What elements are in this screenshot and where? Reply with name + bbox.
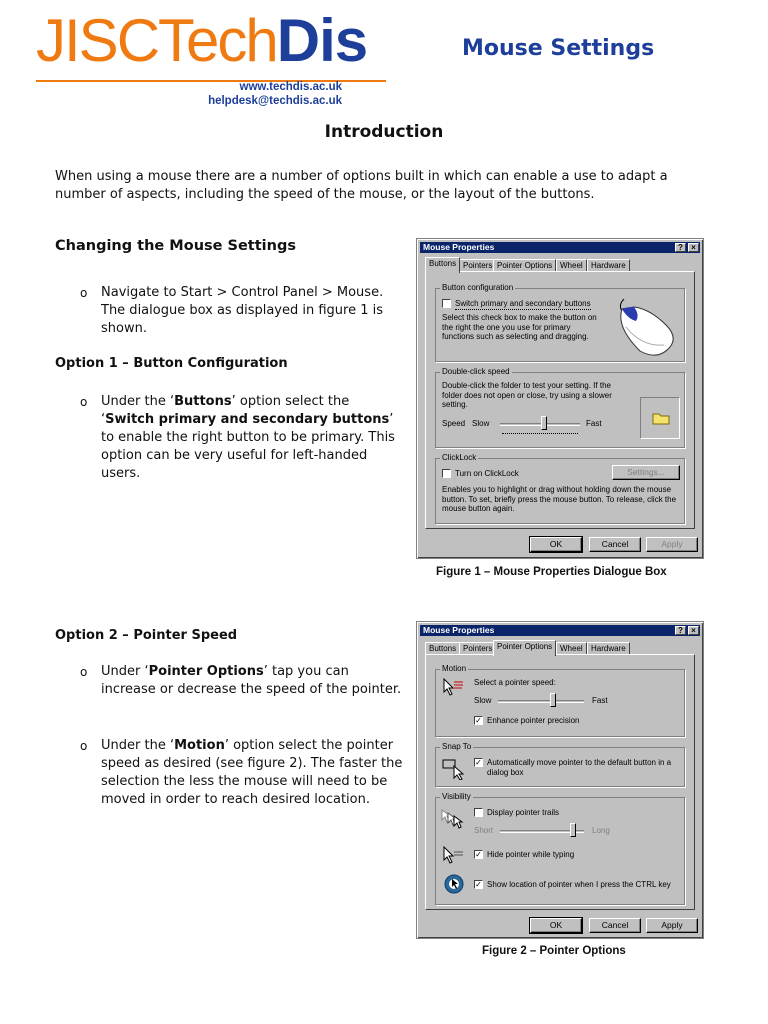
nav-bullet-text: Navigate to Start > Control Panel > Mouse. The dialogue box as displayed in figure 1 is shown. [101, 285, 384, 336]
group-label: ClickLock [442, 453, 477, 462]
switch-buttons-term: Switch primary and secondary buttons [105, 412, 390, 427]
tab-buttons[interactable]: Buttons [425, 642, 460, 655]
document-title: Mouse Settings [462, 36, 655, 61]
ctrl-locate-label: Show location of pointer when I press the CTRL key [487, 880, 671, 889]
option2-bullet-1 [80, 663, 410, 719]
figure1-mouse-properties-dialog [416, 238, 704, 559]
switch-buttons-label: Switch primary and secondary buttons [455, 299, 591, 308]
close-button[interactable]: × [688, 243, 699, 252]
tab-wheel[interactable]: Wheel [556, 259, 587, 272]
text-run: ’ to enable the right button to be primary. This option can be very useful for left-handed users. [101, 412, 395, 481]
mouse-icon [614, 297, 680, 359]
pointer-speed-slider-thumb[interactable] [550, 693, 556, 707]
dialog-title: Mouse Properties [423, 625, 495, 635]
clicklock-description: Enables you to highlight or drag without holding down the mouse button. To set, briefly press the mouse button. To release, click the mouse button again. [442, 485, 677, 513]
tab-pointer-options[interactable]: Pointer Options [493, 259, 556, 272]
fast-label: Fast [592, 696, 608, 705]
double-click-slider-thumb[interactable] [541, 416, 547, 430]
close-button[interactable]: × [688, 626, 699, 635]
tab-hardware[interactable]: Hardware [587, 259, 630, 272]
enhance-precision-label: Enhance pointer precision [487, 716, 580, 725]
pointer-speed-icon [442, 678, 464, 696]
option2-bullet-2-text [101, 737, 406, 809]
pointer-options-term: Pointer Options [148, 664, 264, 679]
snap-to-checkbox[interactable]: ✓ [475, 758, 482, 767]
clicklock-settings-button[interactable]: Settings... [612, 465, 680, 480]
tab-panel [425, 271, 695, 529]
clicklock-label: Turn on ClickLock [455, 469, 519, 478]
clicklock-group [435, 453, 685, 524]
intro-paragraph: When using a mouse there are a number of options built in which can enable a use to adapt a number of aspects, including the speed of the mouse, or the layout of the buttons. [55, 169, 668, 202]
buttons-term: Buttons [174, 394, 232, 409]
website-link[interactable]: www.techdis.ac.uk [239, 81, 342, 93]
text-run: Under ‘ [101, 664, 149, 679]
text-run: ’ option select the pointer speed as desired (see figure 2). The faster the selection the less the mouse will need to be moved in order to reach desired location. [101, 738, 403, 807]
bullet-marker: o [80, 286, 88, 300]
option2-heading: Option 2 – Pointer Speed [55, 628, 238, 643]
hide-pointer-label: Hide pointer while typing [487, 850, 575, 859]
bullet-marker: o [80, 395, 88, 409]
intro-heading: Introduction [324, 122, 444, 142]
tab-pointer-options[interactable]: Pointer Options [493, 640, 556, 656]
logo-text [36, 7, 368, 74]
pointer-trails-icon [440, 808, 466, 830]
help-button[interactable]: ? [675, 626, 686, 635]
group-label: Visibility [442, 792, 471, 801]
ctrl-locate-checkbox[interactable]: ✓ [475, 880, 482, 889]
slow-label: Slow [474, 696, 492, 705]
long-label: Long [592, 826, 610, 835]
short-label: Short [474, 826, 494, 835]
slider-ticks [502, 433, 578, 436]
snap-to-icon [442, 756, 464, 780]
figure1-caption: Figure 1 – Mouse Properties Dialogue Box [436, 566, 667, 578]
pointer-trails-label: Display pointer trails [487, 808, 560, 817]
group-label: Motion [442, 664, 467, 673]
help-button[interactable]: ? [675, 243, 686, 252]
option1-bullet-text [101, 393, 406, 483]
test-folder-area[interactable] [640, 397, 680, 439]
techdis-logo [36, 7, 368, 74]
tab-buttons[interactable]: Buttons [425, 257, 460, 273]
option1-heading: Option 1 – Button Configuration [55, 356, 288, 371]
double-click-description: Double-click the folder to test your setting. If the folder does not open or close, try using a slower setting. [442, 381, 612, 409]
bullet-marker: o [80, 665, 88, 679]
trails-slider-thumb[interactable] [570, 823, 576, 837]
snap-to-group [435, 742, 685, 787]
ctrl-locate-icon [444, 874, 464, 894]
motion-group [435, 664, 685, 737]
group-label: Snap To [442, 742, 472, 751]
apply-button[interactable]: Apply [646, 537, 698, 552]
group-label: Double-click speed [442, 367, 510, 376]
figure2-caption: Figure 2 – Pointer Options [482, 945, 626, 957]
text-run: ’ option select the ‘ [101, 394, 350, 427]
apply-button[interactable]: Apply [646, 918, 698, 933]
figure2-pointer-options-dialog [416, 621, 704, 939]
text-run: Under the ‘ [101, 394, 175, 409]
hide-pointer-checkbox[interactable]: ✓ [475, 850, 482, 859]
pointer-trails-checkbox[interactable] [474, 808, 483, 817]
nav-bullet [80, 284, 410, 340]
ok-button[interactable]: OK [530, 537, 582, 552]
cancel-button[interactable]: Cancel [589, 537, 641, 552]
select-speed-label: Select a pointer speed: [474, 678, 556, 687]
logo-suffix: Dis [276, 7, 368, 74]
cancel-button[interactable]: Cancel [589, 918, 641, 933]
switch-buttons-checkbox[interactable] [442, 299, 451, 308]
switch-buttons-description: Select this check box to make the button on the right the one you use for primary functions such as selecting and dragging. [442, 313, 597, 341]
enhance-precision-checkbox[interactable]: ✓ [475, 716, 482, 725]
speed-label: Speed [442, 419, 466, 428]
logo-prefix: JISCTech [36, 7, 277, 74]
option2-bullet-2 [80, 737, 410, 829]
snap-to-label: Automatically move pointer to the default button in a dialog box [487, 758, 672, 777]
dialog-title: Mouse Properties [423, 242, 495, 252]
option1-bullet [80, 393, 410, 485]
helpdesk-email-link[interactable]: helpdesk@techdis.ac.uk [208, 95, 342, 107]
dialog-titlebar [420, 625, 700, 636]
group-label: Button configuration [442, 283, 514, 292]
hide-pointer-icon [442, 846, 464, 864]
contact-block [186, 80, 342, 108]
folder-icon[interactable] [652, 411, 670, 425]
text-run: ’ tap you can increase or decrease the speed of the pointer. [101, 664, 402, 697]
ok-button[interactable]: OK [530, 918, 582, 933]
tab-pointers[interactable]: Pointers [459, 642, 496, 655]
pointer-speed-slider-track[interactable] [498, 700, 584, 703]
tab-hardware[interactable]: Hardware [587, 642, 630, 655]
tab-panel [425, 654, 695, 910]
tab-wheel[interactable]: Wheel [556, 642, 587, 655]
text-run: Under the ‘ [101, 738, 175, 753]
clicklock-checkbox[interactable] [442, 469, 451, 478]
motion-term: Motion [174, 738, 225, 753]
visibility-group [435, 792, 685, 905]
section-heading: Changing the Mouse Settings [55, 238, 296, 254]
dialog-titlebar [420, 242, 700, 253]
double-click-speed-group [435, 367, 685, 448]
button-configuration-group [435, 283, 685, 362]
fast-label: Fast [586, 419, 602, 428]
option2-bullet-1-text [101, 663, 406, 699]
slow-label: Slow [472, 419, 490, 428]
tab-pointers[interactable]: Pointers [459, 259, 496, 272]
bullet-marker: o [80, 739, 88, 753]
